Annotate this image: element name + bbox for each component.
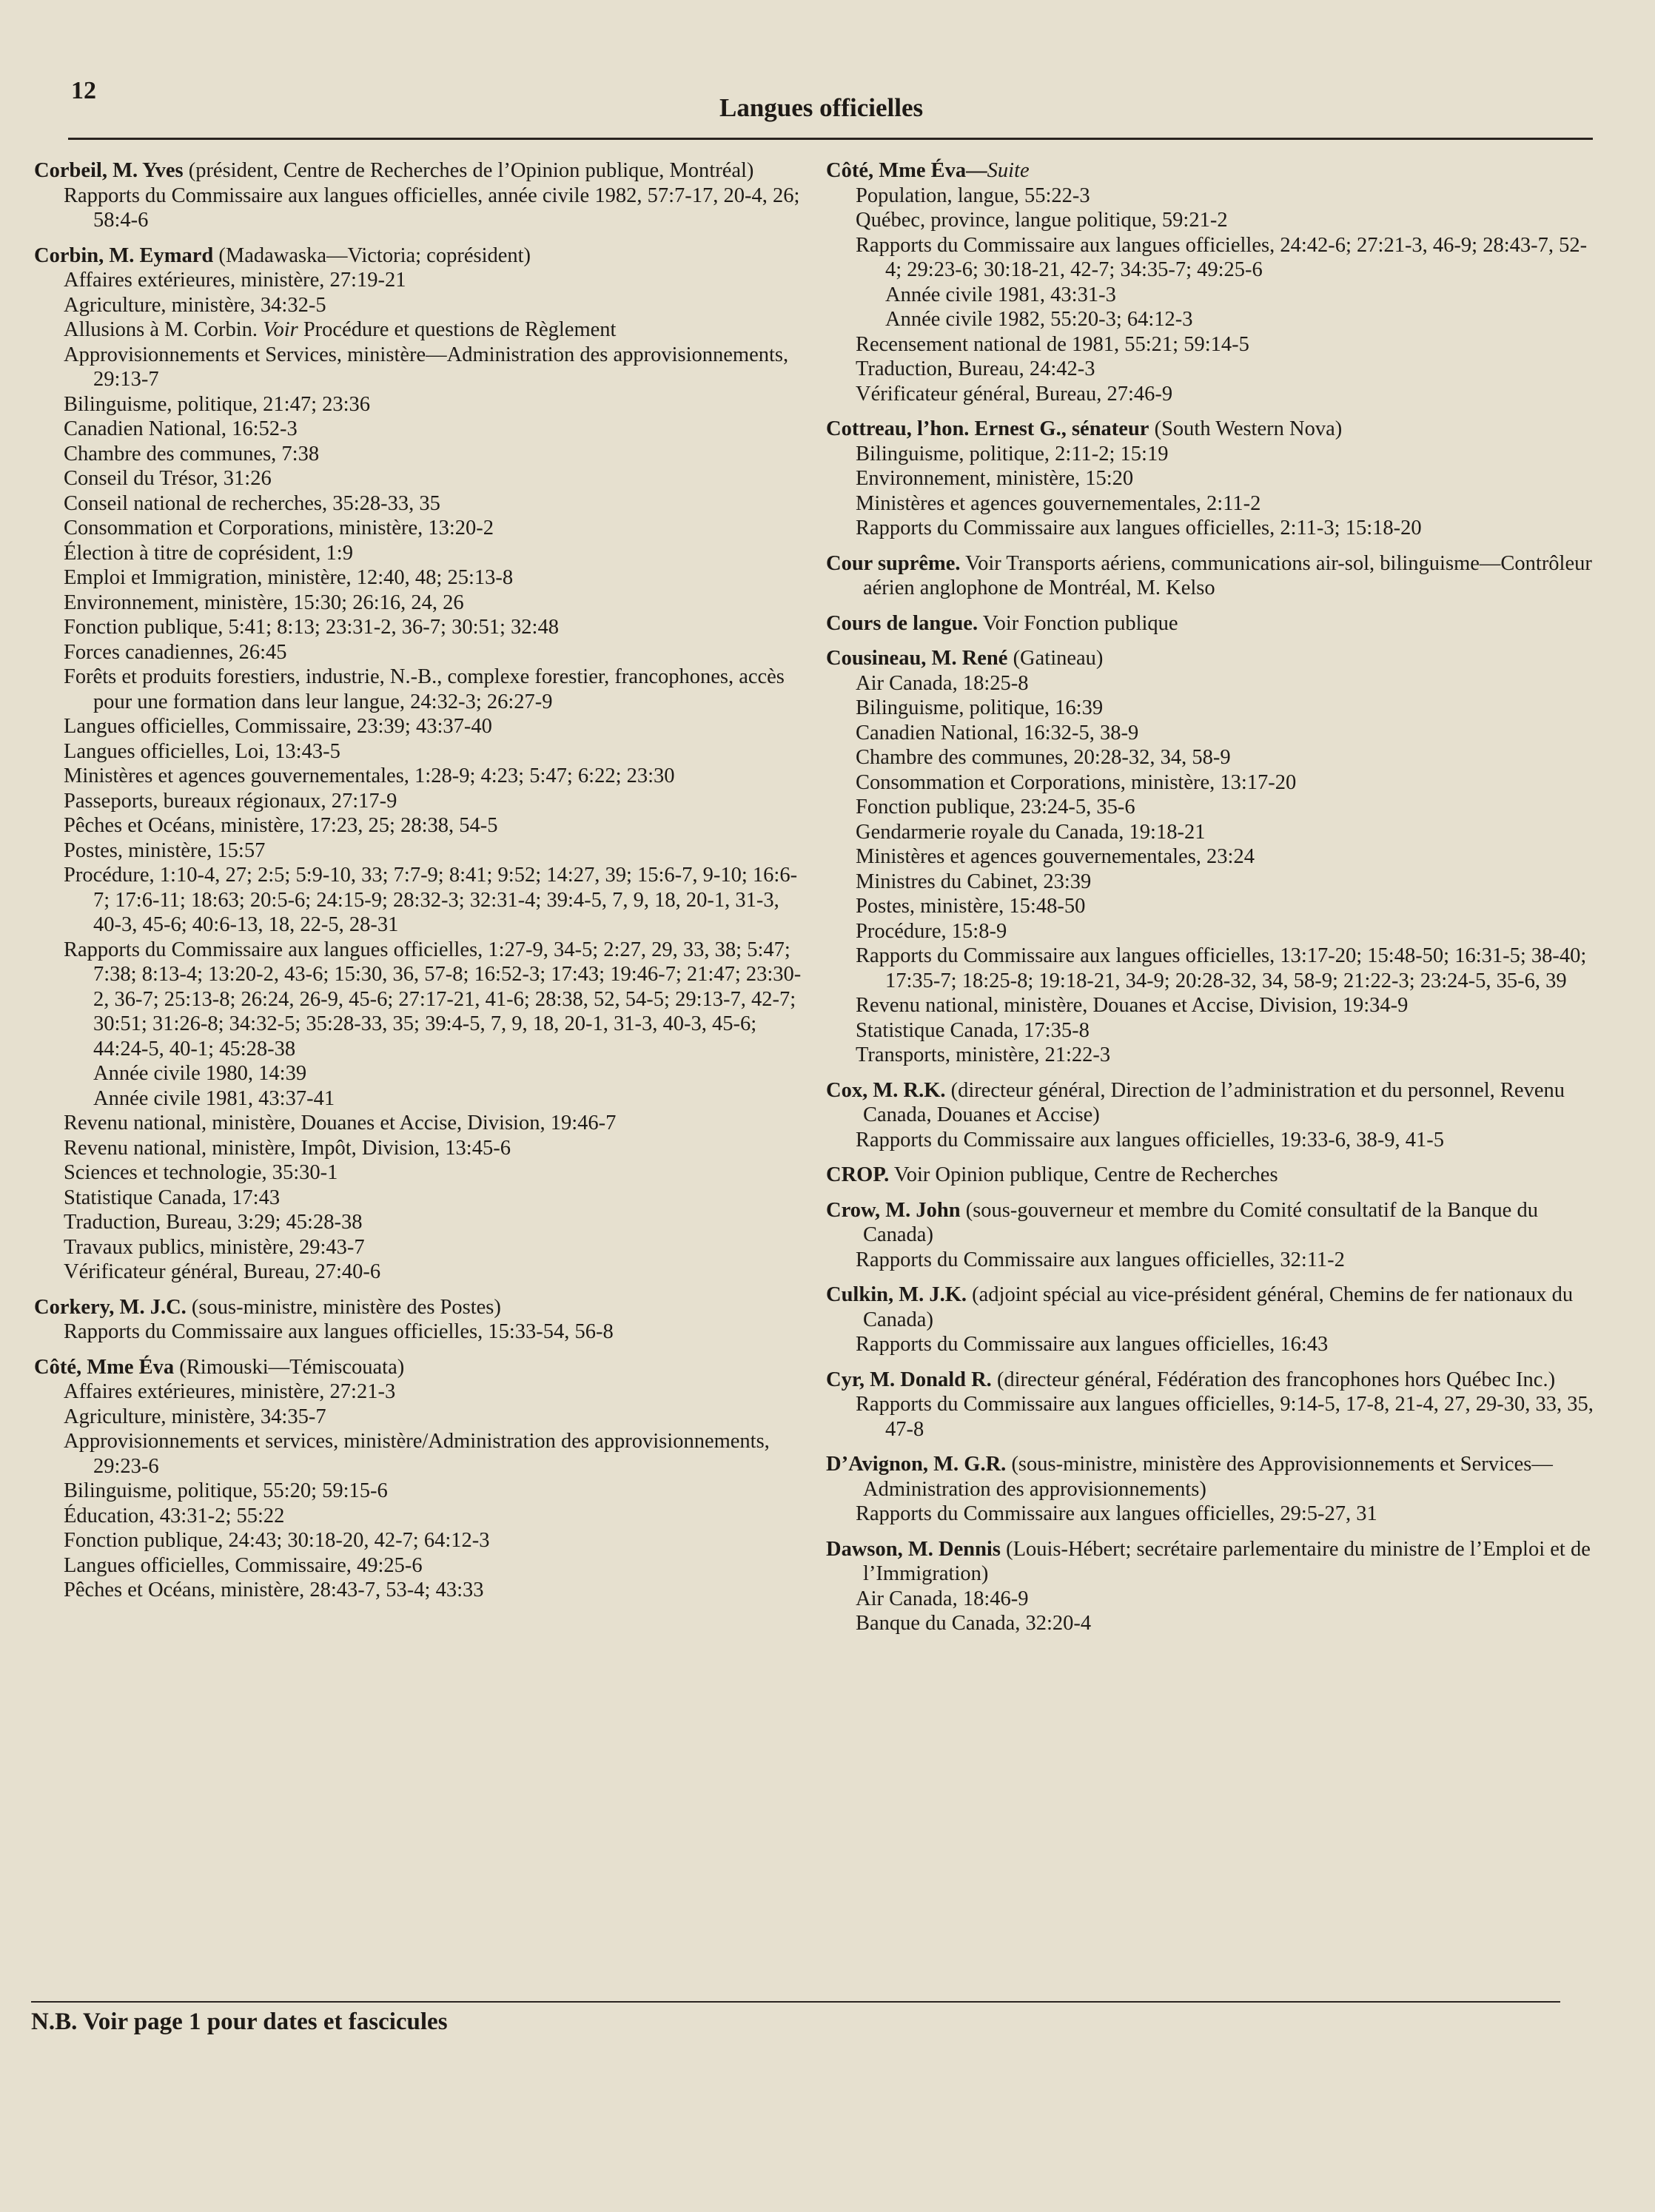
subheading-text: Procédure et questions de Règlement (298, 318, 617, 341)
entry-subheading (826, 283, 1596, 308)
header-rule (68, 138, 1593, 140)
entry-subheading (826, 491, 1596, 517)
subheading-text: Fonction publique, 24:43; 30:18-20, 42-7; 64:12-3 (64, 1529, 490, 1552)
entry-subheading (34, 665, 804, 714)
entry-subheading (826, 795, 1596, 820)
entry-subheading (826, 844, 1596, 870)
entry-subheading (34, 392, 804, 417)
subheading-text: Ministres du Cabinet, 23:39 (856, 870, 1092, 893)
index-entry (826, 1452, 1596, 1527)
subheading-text: Bilinguisme, politique, 16:39 (856, 696, 1104, 719)
subheading-text: Revenu national, ministère, Douanes et Accise, Division, 19:46-7 (64, 1112, 617, 1134)
subheading-text: Traduction, Bureau, 24:42-3 (856, 357, 1095, 380)
entry-subheading (34, 343, 804, 392)
entry-name: Cour suprême. (826, 551, 961, 575)
subheading-text: Forces canadiennes, 26:45 (64, 640, 287, 664)
entry-subheading (34, 1136, 804, 1161)
index-entry (34, 1355, 804, 1603)
entry-subheading (34, 417, 804, 442)
entry-heading (34, 158, 804, 184)
subheading-text: Langues officielles, Loi, 13:43-5 (64, 739, 340, 763)
entry-subheading (34, 813, 804, 838)
entry-subheading (826, 820, 1596, 845)
subheading-text: Approvisionnements et services, ministère/Administration des approvisionnements, 29:23-6 (64, 1430, 770, 1478)
entry-name: Cox, M. R.K. (826, 1078, 946, 1102)
index-entry (826, 611, 1596, 636)
entry-subheading (34, 1504, 804, 1529)
subheading-text: Affaires extérieures, ministère, 27:21-3 (64, 1380, 396, 1403)
subheading-text: Statistique Canada, 17:35-8 (856, 1018, 1090, 1042)
entry-description: (Madawaska—Victoria; coprésident) (213, 243, 531, 267)
subheading-text: Affaires extérieures, ministère, 27:19-21 (64, 269, 406, 292)
subheading-text: Année civile 1981, 43:31-3 (885, 283, 1116, 306)
subheading-text: Année civile 1980, 14:39 (93, 1062, 307, 1085)
entry-heading (826, 1452, 1596, 1502)
subheading-text: Recensement national de 1981, 55:21; 59:14-5 (856, 332, 1249, 356)
subheading-text: Allusions à M. Corbin. (64, 318, 263, 341)
entry-description: (sous-gouverneur et membre du Comité consultatif de la Banque du Canada) (863, 1198, 1538, 1246)
entry-name: Corkery, M. J.C. (34, 1295, 187, 1319)
entry-name: Cours de langue. (826, 611, 978, 635)
index-entry (826, 646, 1596, 1068)
subheading-text: Sciences et technologie, 35:30-1 (64, 1161, 338, 1184)
entry-subheading (34, 938, 804, 1062)
entry-heading (826, 417, 1596, 442)
entry-name: D’Avignon, M. G.R. (826, 1453, 1007, 1476)
entry-subheading (826, 1018, 1596, 1043)
entry-subheading (826, 1043, 1596, 1068)
entry-subheading (34, 1528, 804, 1553)
footer-note: N.B. Voir page 1 pour dates et fascicules (31, 2008, 448, 2035)
index-entry (826, 1198, 1596, 1273)
entry-heading (826, 1537, 1596, 1587)
subheading-text: Traduction, Bureau, 3:29; 45:28-38 (64, 1211, 363, 1234)
entry-subheading (34, 1429, 804, 1479)
entry-subheading (34, 491, 804, 517)
entry-name: Corbin, M. Eymard (34, 243, 214, 267)
subheading-text: Pêches et Océans, ministère, 17:23, 25; 28:38, 54-5 (64, 814, 498, 837)
entry-description: (directeur général, Fédération des francophones hors Québec Inc.) (991, 1368, 1556, 1391)
entry-subheading (826, 1332, 1596, 1357)
subheading-text: Année civile 1981, 43:37-41 (93, 1086, 335, 1110)
entry-subheading (34, 1061, 804, 1086)
entry-subheading (826, 1587, 1596, 1612)
subheading-text: Pêches et Océans, ministère, 28:43-7, 53-4; 43:33 (64, 1579, 484, 1601)
subheading-text: Fonction publique, 5:41; 8:13; 23:31-2, 36-7; 30:51; 32:48 (64, 616, 559, 639)
entry-subheading (34, 541, 804, 566)
entry-subheading (34, 863, 804, 938)
entry-subheading (826, 696, 1596, 721)
entry-name: Culkin, M. J.K. (826, 1283, 967, 1306)
index-column-left (34, 158, 804, 1613)
subheading-text: Statistique Canada, 17:43 (64, 1186, 281, 1209)
entry-subheading (826, 184, 1596, 209)
entry-heading (826, 158, 1596, 184)
entry-subheading (826, 332, 1596, 357)
subheading-text: Bilinguisme, politique, 55:20; 59:15-6 (64, 1479, 388, 1502)
entry-subheading (826, 307, 1596, 332)
entry-subheading (826, 1392, 1596, 1442)
entry-subheading (826, 233, 1596, 283)
entry-subheading (34, 268, 804, 293)
index-entry (34, 1295, 804, 1345)
subheading-text: Revenu national, ministère, Impôt, Division, 13:45-6 (64, 1136, 511, 1160)
entry-subheading (34, 1210, 804, 1235)
subheading-text: Forêts et produits forestiers, industrie, N.-B., complexe forestier, francophones, accès pour une formation dans leur langue, 24:32-3; 26:27-9 (64, 665, 785, 713)
subheading-text: Banque du Canada, 32:20-4 (856, 1612, 1092, 1635)
subheading-text: Éducation, 43:31-2; 55:22 (64, 1504, 285, 1527)
entry-name: Dawson, M. Dennis (826, 1537, 1001, 1561)
footer-rule (31, 2001, 1560, 2003)
entry-heading (826, 1198, 1596, 1248)
entry-subheading (34, 1186, 804, 1211)
subheading-text: Ministères et agences gouvernementales, 2:11-2 (856, 491, 1261, 515)
entry-subheading (34, 1086, 804, 1112)
entry-name: Crow, M. John (826, 1198, 961, 1222)
subheading-text: Rapports du Commissaire aux langues officielles, 16:43 (856, 1333, 1329, 1356)
subheading-text: Rapports du Commissaire aux langues officielles, 2:11-3; 15:18-20 (856, 517, 1422, 539)
entry-subheading (826, 357, 1596, 382)
entry-description: (sous-ministre, ministère des Approvisionnements et Services—Administration des approvisionnements) (863, 1453, 1553, 1501)
subheading-text: Air Canada, 18:46-9 (856, 1587, 1029, 1610)
subheading-text: Conseil du Trésor, 31:26 (64, 467, 272, 490)
entry-subheading (34, 565, 804, 591)
entry-name: Côté, Mme Éva (34, 1355, 175, 1379)
entry-description: (South Western Nova) (1149, 417, 1343, 440)
entry-description: (adjoint spécial au vice-président général, Chemins de fer nationaux du Canada) (863, 1283, 1574, 1331)
entry-subheading (34, 293, 804, 318)
entry-subheading (34, 1111, 804, 1136)
subheading-text: Langues officielles, Commissaire, 49:25-6 (64, 1553, 423, 1577)
entry-subheading (34, 640, 804, 665)
subheading-text: Élection à titre de coprésident, 1:9 (64, 541, 353, 565)
index-entry (826, 158, 1596, 406)
entry-subheading (826, 671, 1596, 696)
subheading-text: Année civile 1982, 55:20-3; 64:12-3 (885, 308, 1193, 331)
subheading-text: Bilinguisme, politique, 2:11-2; 15:19 (856, 442, 1169, 465)
subheading-text: Fonction publique, 23:24-5, 35-6 (856, 796, 1135, 818)
subheading-text: Ministères et agences gouvernementales, 23:24 (856, 845, 1255, 868)
entry-heading (826, 1163, 1596, 1188)
entry-heading (826, 646, 1596, 671)
entry-heading (826, 551, 1596, 601)
subheading-text: Agriculture, ministère, 34:35-7 (64, 1405, 326, 1428)
subheading-text: Rapports du Commissaire aux langues officielles, 19:33-6, 38-9, 41-5 (856, 1128, 1444, 1152)
subheading-text: Travaux publics, ministère, 29:43-7 (64, 1235, 365, 1259)
entry-description: Voir Fonction publique (978, 611, 1178, 635)
entry-subheading (34, 591, 804, 616)
subheading-text: Gendarmerie royale du Canada, 19:18-21 (856, 820, 1206, 844)
entry-subheading (826, 993, 1596, 1018)
subheading-text: Agriculture, ministère, 34:32-5 (64, 293, 326, 317)
subheading-text: Emploi et Immigration, ministère, 12:40, 48; 25:13-8 (64, 566, 514, 589)
entry-subheading (34, 1160, 804, 1186)
entry-subheading (34, 516, 804, 541)
entry-subheading (826, 442, 1596, 467)
subheading-text: Vérificateur général, Bureau, 27:46-9 (856, 382, 1173, 406)
index-entry (826, 1283, 1596, 1357)
subheading-text: Rapports du Commissaire aux langues officielles, 29:5-27, 31 (856, 1502, 1377, 1525)
entry-subheading (826, 944, 1596, 993)
entry-subheading (826, 1611, 1596, 1636)
subheading-text: Postes, ministère, 15:57 (64, 838, 266, 862)
entry-description: Voir Opinion publique, Centre de Recherches (889, 1163, 1278, 1186)
entry-heading (34, 243, 804, 269)
subheading-text: Environnement, ministère, 15:20 (856, 467, 1134, 490)
subheading-text: Rapports du Commissaire aux langues officielles, 13:17-20; 15:48-50; 16:31-5; 38-40; 17:35-7; 18:25-8; 19:18-21, 34-9; 20:28-32, 34, 58-9; 21:22-3; 23:24-5, 35-6, 39 (856, 944, 1587, 992)
entry-subheading (34, 1260, 804, 1285)
subheading-text: Rapports du Commissaire aux langues officielles, 15:33-54, 56-8 (64, 1320, 614, 1343)
subheading-text: Environnement, ministère, 15:30; 26:16, 24, 26 (64, 591, 464, 614)
subheading-text: Conseil national de recherches, 35:28-33, 35 (64, 491, 440, 515)
entry-heading (34, 1295, 804, 1320)
entry-continued: Suite (987, 159, 1030, 182)
entry-subheading (34, 1320, 804, 1345)
entry-subheading (826, 721, 1596, 746)
entry-name: Corbeil, M. Yves (34, 159, 184, 182)
entry-subheading (34, 1553, 804, 1579)
subheading-text: Transports, ministère, 21:22-3 (856, 1043, 1111, 1066)
subheading-text: Consommation et Corporations, ministère, 13:17-20 (856, 770, 1297, 794)
subheading-text: Approvisionnements et Services, ministère—Administration des approvisionnements, 29:13-7 (64, 343, 789, 391)
entry-subheading (34, 764, 804, 789)
entry-subheading (826, 208, 1596, 233)
entry-description: (Gatineau) (1007, 647, 1104, 670)
subheading-text: Vérificateur général, Bureau, 27:40-6 (64, 1260, 381, 1283)
entry-subheading (826, 919, 1596, 944)
entry-subheading (826, 770, 1596, 796)
subheading-text: Revenu national, ministère, Douanes et Accise, Division, 19:34-9 (856, 994, 1409, 1017)
subheading-text: Rapports du Commissaire aux langues officielles, 32:11-2 (856, 1248, 1345, 1271)
entry-subheading (826, 1128, 1596, 1153)
entry-heading (826, 611, 1596, 636)
entry-name: CROP. (826, 1163, 890, 1186)
running-title: Langues officielles (719, 93, 924, 122)
entry-subheading (826, 466, 1596, 491)
subheading-text: Rapports du Commissaire aux langues officielles, 24:42-6; 27:21-3, 46-9; 28:43-7, 52-4; 29:23-6; 30:18-21, 42-7; 34:35-7; 49:25-6 (856, 233, 1588, 281)
subheading-text: Canadien National, 16:32-5, 38-9 (856, 721, 1139, 744)
entry-heading (826, 1078, 1596, 1128)
subheading-text: Procédure, 15:8-9 (856, 919, 1007, 943)
subheading-text: Ministères et agences gouvernementales, 1:28-9; 4:23; 5:47; 6:22; 23:30 (64, 764, 675, 787)
entry-subheading (34, 1235, 804, 1260)
subheading-text: Procédure, 1:10-4, 27; 2:5; 5:9-10, 33; 7:7-9; 8:41; 9:52; 14:27, 39; 15:6-7, 9-10; 16:6-7; 17:6-11; 18:63; 20:5-6; 24:15-9; 28:32-3; 32:31-4; 39:4-5, 7, 9, 18, 20-1, 31-3, 40-3, 45-6; 40:6-13, 18, 22-5, 28-31 (64, 864, 798, 936)
entry-description: (directeur général, Direction de l’administration et du personnel, Revenu Canada, Douanes et Accise) (863, 1078, 1565, 1126)
entry-description: Voir Transports aériens, communications air-sol, bilinguisme—Contrôleur aérien anglophone de Montréal, M. Kelso (863, 551, 1592, 599)
subheading-text: Rapports du Commissaire aux langues officielles, 1:27-9, 34-5; 2:27, 29, 33, 38; 5:47; 7:38; 8:13-4; 13:20-2, 43-6; 15:30, 36, 57-8; 16:52-3; 17:43; 19:46-7; 21:47; 23:30-2, 36-7; 25:13-8; 26:24, 26-9, 45-6; 27:17-21, 41-6; 28:38, 52, 54-5; 29:13-7, 42-7; 30:51; 31:26-8; 34:32-5; 35:28-33, 35; 39:4-5, 7, 9, 18, 20-1, 31-3, 40-3, 45-6; 44:24-5, 40-1; 45:28-38 (64, 938, 802, 1060)
index-column-right (826, 158, 1596, 1647)
entry-subheading (826, 745, 1596, 770)
entry-subheading (34, 1479, 804, 1504)
entry-subheading (34, 317, 804, 343)
entry-heading (826, 1368, 1596, 1393)
index-entry (34, 243, 804, 1285)
entry-subheading (34, 739, 804, 764)
entry-subheading (34, 1405, 804, 1430)
subheading-text: Air Canada, 18:25-8 (856, 671, 1029, 695)
entry-subheading (34, 1379, 804, 1405)
subheading-text: Bilinguisme, politique, 21:47; 23:36 (64, 392, 371, 416)
entry-subheading (826, 1502, 1596, 1527)
entry-name: Cousineau, M. René (826, 647, 1008, 670)
entry-subheading (34, 615, 804, 640)
subheading-text: Chambre des communes, 7:38 (64, 442, 320, 465)
cross-reference: Voir (263, 318, 298, 341)
index-entry (826, 1537, 1596, 1636)
subheading-text: Postes, ministère, 15:48-50 (856, 895, 1086, 918)
entry-subheading (34, 184, 804, 233)
entry-name: Côté, Mme Éva— (826, 159, 987, 182)
index-entry (826, 1368, 1596, 1442)
entry-subheading (34, 789, 804, 814)
entry-subheading (34, 442, 804, 467)
subheading-text: Chambre des communes, 20:28-32, 34, 58-9 (856, 746, 1231, 769)
entry-subheading (826, 870, 1596, 895)
entry-subheading (34, 466, 804, 491)
subheading-text: Canadien National, 16:52-3 (64, 417, 298, 440)
subheading-text: Consommation et Corporations, ministère, 13:20-2 (64, 517, 494, 539)
subheading-text: Langues officielles, Commissaire, 23:39; 43:37-40 (64, 715, 492, 738)
entry-description: (Louis-Hébert; secrétaire parlementaire du ministre de l’Emploi et de l’Immigration) (863, 1537, 1591, 1585)
entry-heading (34, 1355, 804, 1380)
entry-subheading (826, 382, 1596, 407)
subheading-text: Population, langue, 55:22-3 (856, 184, 1090, 207)
entry-subheading (826, 516, 1596, 541)
entry-description: (Rimouski—Témiscouata) (174, 1355, 405, 1379)
index-entry (826, 551, 1596, 601)
subheading-text: Passeports, bureaux régionaux, 27:17-9 (64, 789, 397, 813)
entry-subheading (34, 714, 804, 739)
index-entry (34, 158, 804, 233)
entry-subheading (34, 838, 804, 864)
entry-subheading (34, 1578, 804, 1603)
subheading-text: Rapports du Commissaire aux langues officielles, année civile 1982, 57:7-17, 20-4, 26; 58:4-6 (64, 184, 800, 232)
page-number: 12 (71, 77, 96, 104)
index-entry (826, 1078, 1596, 1153)
subheading-text: Rapports du Commissaire aux langues officielles, 9:14-5, 17-8, 21-4, 27, 29-30, 33, 35, 47-8 (856, 1393, 1594, 1441)
entry-description: (sous-ministre, ministère des Postes) (186, 1295, 501, 1319)
entry-name: Cyr, M. Donald R. (826, 1368, 992, 1391)
entry-description: (président, Centre de Recherches de l’Opinion publique, Montréal) (183, 159, 754, 182)
entry-heading (826, 1283, 1596, 1332)
entry-name: Cottreau, l’hon. Ernest G., sénateur (826, 417, 1149, 440)
subheading-text: Québec, province, langue politique, 59:21-2 (856, 209, 1228, 232)
entry-subheading (826, 894, 1596, 919)
index-entry (826, 1163, 1596, 1188)
entry-subheading (826, 1248, 1596, 1273)
index-entry (826, 417, 1596, 541)
